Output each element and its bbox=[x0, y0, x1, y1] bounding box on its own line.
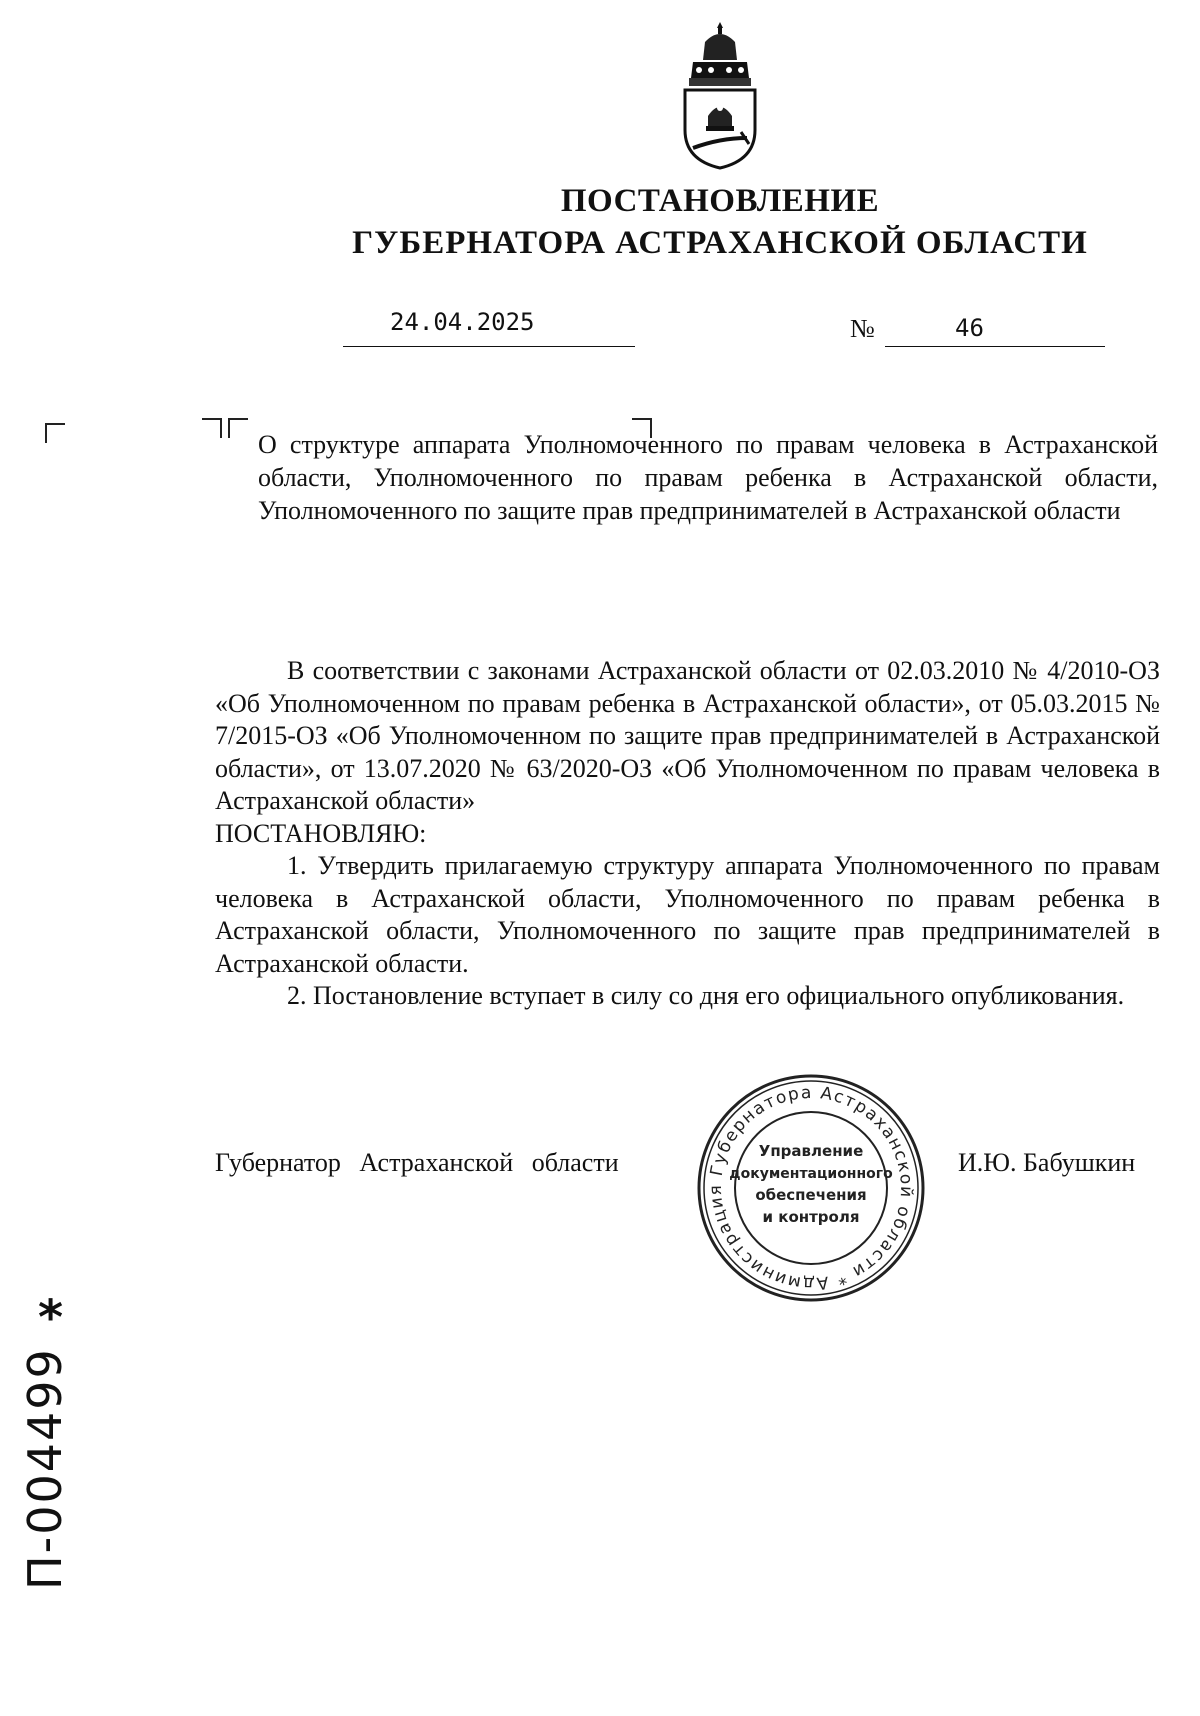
stamp-ring-text: Губернатора Астраханской области * Администрация bbox=[705, 1082, 917, 1294]
official-stamp bbox=[695, 1072, 927, 1304]
signature-name: И.Ю. Бабушкин bbox=[958, 1148, 1136, 1177]
stamp-line-3: обеспечения bbox=[755, 1186, 867, 1204]
serial-number: П-004499 bbox=[18, 1347, 72, 1590]
stamp-line-4: и контроля bbox=[762, 1208, 860, 1226]
subject-open-mark-b bbox=[228, 418, 248, 438]
preamble-paragraph: В соответствии с законами Астраханской области от 02.03.2010 № 4/2010-ОЗ «Об Уполномоченном по правам ребенка в Астраханской области», от 05.03.2015 № 7/2015-ОЗ «Об Уполномоченном по защите прав предпринимателей в Астраханской области», от 13.07.2020 № 63/2020-ОЗ «Об Уполномоченном по правам человека в Астраханской области» bbox=[215, 656, 1160, 815]
number-label: № bbox=[850, 314, 875, 343]
heading-line-1: ПОСТАНОВЛЕНИЕ bbox=[560, 183, 880, 219]
document-subject: О структуре аппарата Уполномоченного по правам человека в Астраханской области, Уполномоченного по правам ребенка в Астраханской области, Уполномоченного по защите прав предпринимателей в Астраханской области bbox=[258, 430, 1158, 525]
decree-word: ПОСТАНОВЛЯЮ: bbox=[215, 818, 427, 848]
stamp-line-1: Управление bbox=[758, 1142, 864, 1160]
number-underline bbox=[885, 312, 1105, 347]
item-1-paragraph: 1. Утвердить прилагаемую структуру аппарата Уполномоченного по правам человека в Астраханской области, Уполномоченного по правам ребенка в Астраханской области, Уполномоченного по защите прав предпринимателей в Астраханской области. bbox=[215, 851, 1160, 978]
left-corner-mark bbox=[45, 423, 65, 443]
document-body bbox=[215, 655, 1160, 1013]
heading-line-2: ГУБЕРНАТОРА АСТРАХАНСКОЙ ОБЛАСТИ bbox=[352, 225, 1088, 261]
document-number: 46 bbox=[955, 314, 984, 342]
coat-of-arms-icon bbox=[675, 20, 765, 170]
item-2-paragraph: 2. Постановление вступает в силу со дня его официального опубликования. bbox=[287, 981, 1125, 1010]
subject-open-mark-a bbox=[202, 418, 222, 438]
stamp-line-2: документационного bbox=[729, 1166, 893, 1182]
document-date: 24.04.2025 bbox=[390, 308, 535, 336]
document-heading bbox=[260, 180, 1180, 264]
signature-title: Губернатор Астраханской области bbox=[215, 1148, 619, 1177]
serial-asterisk: * bbox=[38, 1290, 64, 1346]
